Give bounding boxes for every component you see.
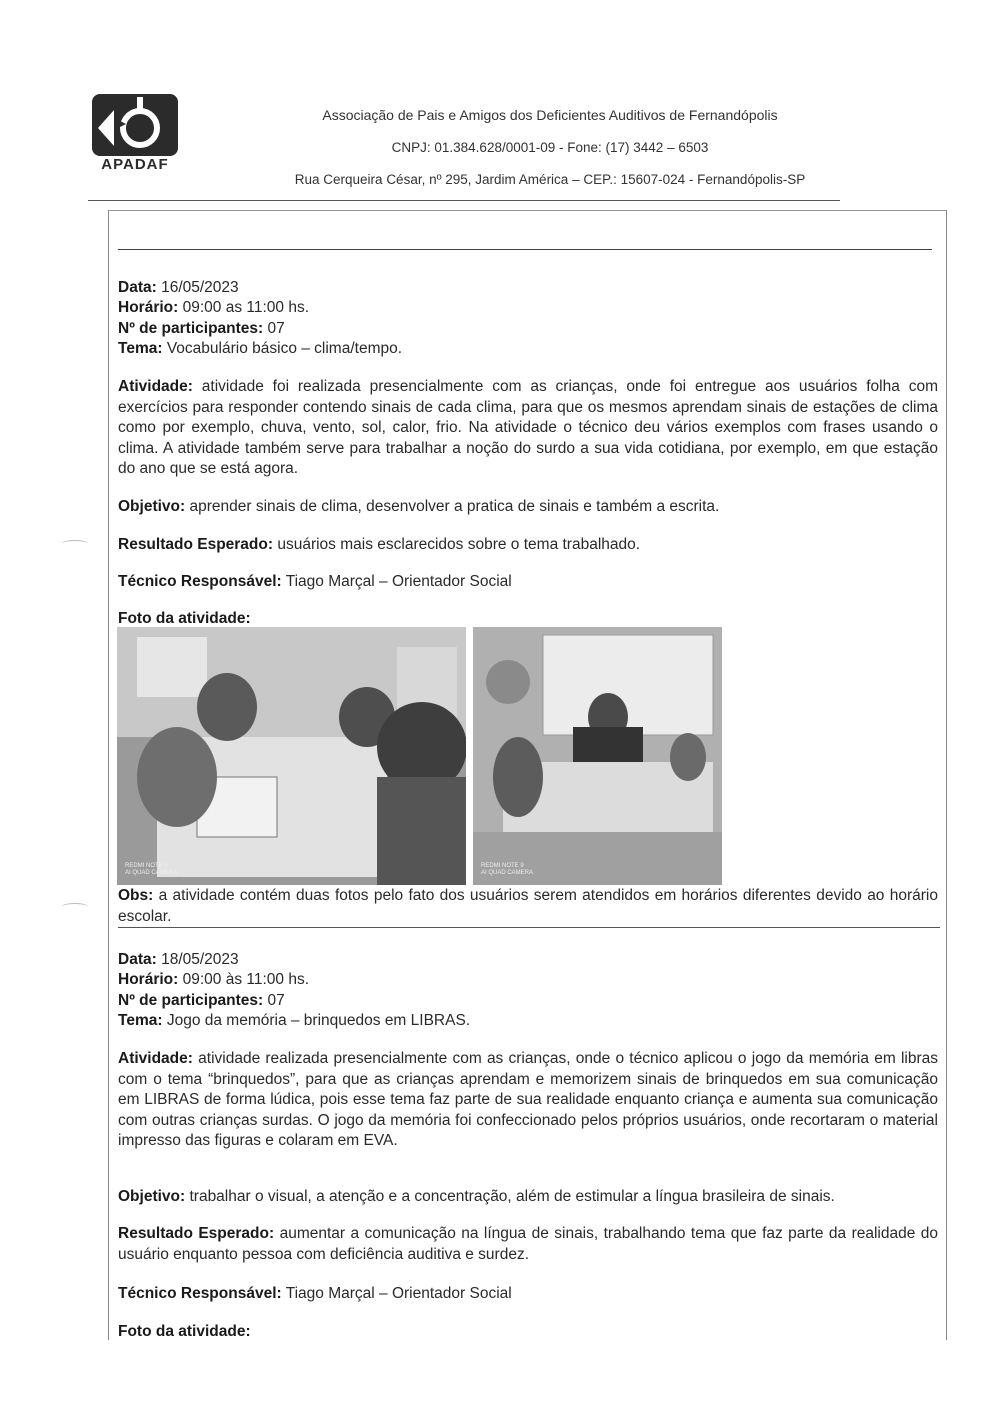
entry2-photo-label: Foto da atividade: bbox=[118, 1323, 251, 1340]
header-divider bbox=[88, 200, 840, 201]
logo-text: APADAF bbox=[101, 156, 169, 173]
apadaf-logo bbox=[90, 94, 180, 174]
activity-photo-1 bbox=[117, 627, 466, 885]
scan-mark bbox=[62, 540, 88, 547]
activity-photo-2 bbox=[473, 627, 722, 885]
entry1-activity: Atividade: atividade foi realizada presencialmente com as crianças, onde foi entregue aos usuários folha com exercícios para responder contendo sinais de cada clima, para que os mesmos aprendam sinais de estações de clima como por exemplo, chuva, vento, sol, calor, frio. Na atividade o técnico deu vários exemplos com frases usando o clima. A atividade também serve para trabalhar a noção do surdo a sua vida cotidiana, por exemplo, em que estação do ano que se está agora. bbox=[118, 378, 938, 477]
inner-divider bbox=[118, 249, 932, 250]
entry1-technician: Técnico Responsável: Tiago Marçal – Orientador Social bbox=[118, 573, 512, 590]
entry1-observation: Obs: a atividade contém duas fotos pelo fato dos usuários serem atendidos em horários diferentes devido ao horário escolar. bbox=[118, 887, 938, 925]
entry2-activity: Atividade: atividade realizada presencialmente com as crianças, onde o técnico aplicou o jogo da memória em libras com o tema “brinquedos”, para que as crianças aprendam e memorizem sinais de brinquedos em sua comunicação em LIBRAS de forma lúdica, pois esse tema faz parte de sua realidade enquanto criança e aumenta sua comunicação com outras crianças surdas. O jogo da memória foi confeccionado pelos próprios usuários, onde recortaram o material impresso das figuras e colaram em EVA. bbox=[118, 1050, 938, 1149]
entry1-photo-label: Foto da atividade: bbox=[118, 610, 251, 627]
entry-divider bbox=[118, 927, 940, 928]
entry1-theme: Tema: Vocabulário básico – clima/tempo. bbox=[118, 340, 403, 357]
entry1-time: Horário: 09:00 as 11:00 hs. bbox=[118, 299, 309, 316]
photo-watermark: REDMI NOTE 9 AI QUAD CAMERA bbox=[125, 863, 178, 876]
entry2-date: Data: 18/05/2023 bbox=[118, 951, 239, 968]
cnpj-line: CNPJ: 01.384.628/0001-09 - Fone: (17) 3442 – 6503 bbox=[391, 140, 709, 155]
entry1-objective: Objetivo: aprender sinais de clima, desenvolver a pratica de sinais e também a escrita. bbox=[118, 498, 720, 515]
entry1-date: Data: 16/05/2023 bbox=[118, 279, 239, 296]
entry2-time: Horário: 09:00 às 11:00 hs. bbox=[118, 971, 309, 988]
entry2-technician: Técnico Responsável: Tiago Marçal – Orientador Social bbox=[118, 1285, 512, 1302]
entry2-participants: Nº de participantes: 07 bbox=[118, 992, 285, 1009]
scan-mark bbox=[62, 903, 88, 910]
entry1-expected-result: Resultado Esperado: usuários mais esclarecidos sobre o tema trabalhado. bbox=[118, 536, 641, 553]
logo-emblem bbox=[92, 94, 178, 156]
photo-watermark: REDMI NOTE 9 AI QUAD CAMERA bbox=[481, 863, 534, 876]
frame-top-border bbox=[108, 210, 947, 211]
address-line: Rua Cerqueira César, nº 295, Jardim América – CEP.: 15607-024 - Fernandópolis-SP bbox=[294, 172, 806, 187]
entry2-expected-result: Resultado Esperado: aumentar a comunicação na língua de sinais, trabalhando tema que faz parte da realidade do usuário enquanto pessoa com deficiência auditiva e surdez. bbox=[118, 1225, 939, 1263]
ear-symbol-icon bbox=[92, 94, 178, 156]
frame-left-border bbox=[108, 210, 109, 1340]
entry2-theme: Tema: Jogo da memória – brinquedos em LIBRAS. bbox=[118, 1012, 471, 1029]
entry2-objective: Objetivo: trabalhar o visual, a atenção e a concentração, além de estimular a língua brasileira de sinais. bbox=[118, 1188, 835, 1205]
entry1-participants: Nº de participantes: 07 bbox=[118, 320, 285, 337]
org-name: Associação de Pais e Amigos dos Deficientes Auditivos de Fernandópolis bbox=[322, 107, 778, 123]
frame-right-border bbox=[946, 210, 947, 1340]
